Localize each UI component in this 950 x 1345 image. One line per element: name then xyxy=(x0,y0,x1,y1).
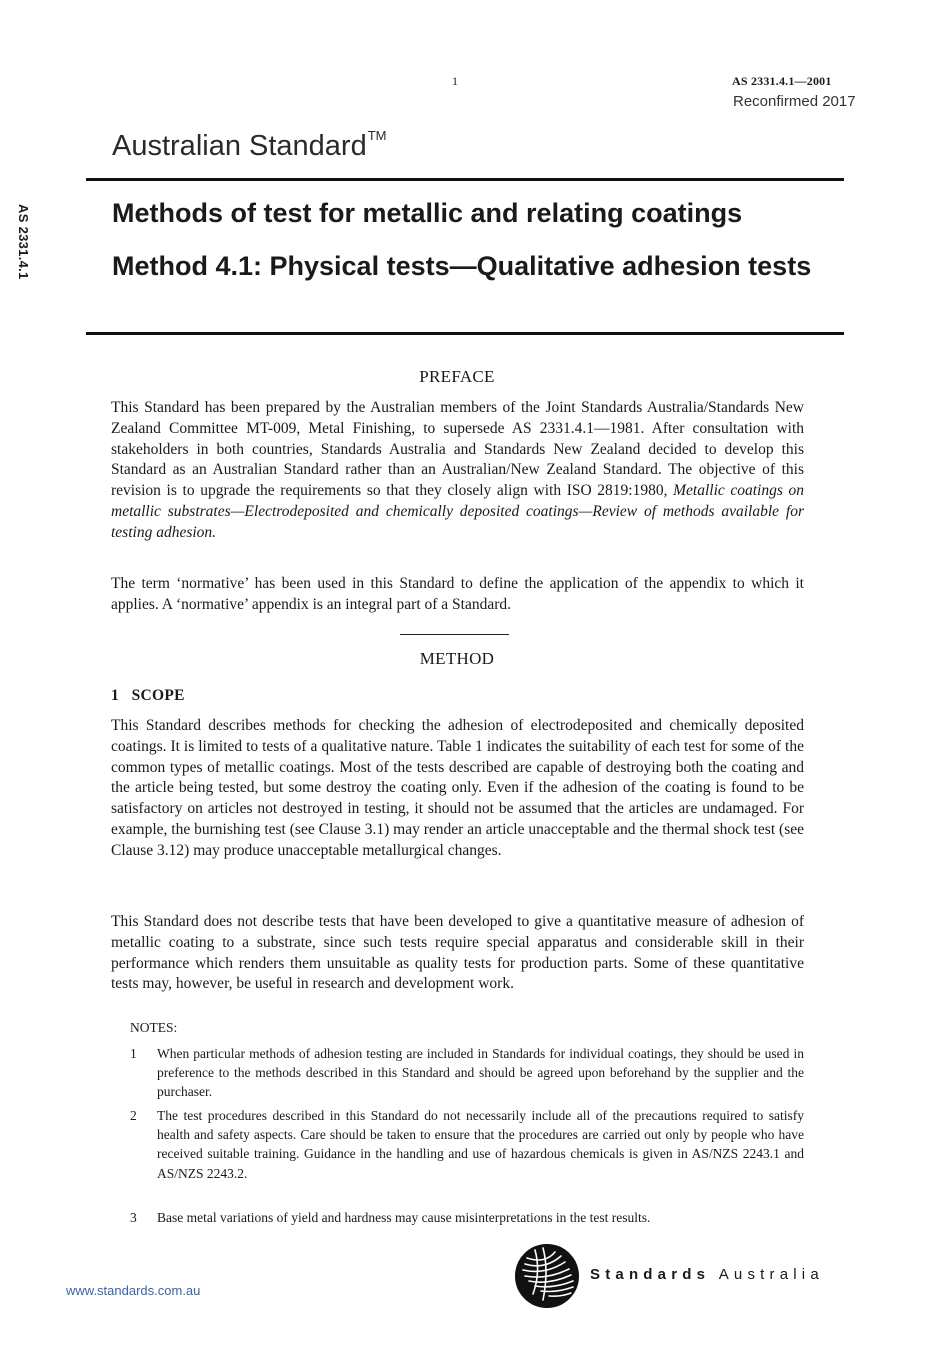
preface-paragraph-1 xyxy=(111,398,804,544)
scope-heading: 1 SCOPE xyxy=(111,687,185,704)
logo-wordmark-bold: Standards xyxy=(590,1266,711,1283)
standards-australia-logo-icon xyxy=(515,1244,579,1308)
preface-heading: PREFACE xyxy=(419,367,495,386)
note-item xyxy=(130,1106,804,1183)
note-item xyxy=(130,1044,804,1102)
brand-name: Australian Standard xyxy=(112,130,367,162)
side-standard-label: AS 2331.4.1 xyxy=(16,204,31,280)
scope-paragraph-2: This Standard does not describe tests that have been developed to give a quantitative measure of adhesion of metallic coating to a substrate, since such tests require special apparatus and considerable skill in their performance which renders them unsuitable as quality tests for production parts. Some of these quantitative tests may, however, be useful in research and development work. xyxy=(111,913,804,993)
title-bottom-rule xyxy=(86,332,844,335)
document-title: Methods of test for metallic and relating coatings xyxy=(112,198,743,228)
brand-title xyxy=(112,130,387,163)
note-number: 1 xyxy=(130,1046,137,1061)
logo-wordmark xyxy=(590,1266,824,1283)
note-number: 3 xyxy=(130,1210,137,1225)
method-title: Method 4.1: Physical tests—Qualitative adhesion tests xyxy=(112,251,812,281)
preface-paragraph-1-text: This Standard has been prepared by the Australian members of the Joint Standards Australia/Standards New Zealand Committee MT-009, Metal Finishing, to supersede AS 2331.4.1—1981. After consultation with stakeholders in both countries, Standards Australia and Standards New Zealand decided to develop this Standard as an Australian Standard rather than an Australian/New Zealand Standard. The objective of this revision is to upgrade the requirements so that they closely align with ISO 2819:1980, xyxy=(111,399,804,500)
footer-website-link[interactable]: www.standards.com.au xyxy=(66,1283,201,1298)
note-text: The test procedures described in this Standard do not necessarily include all of the precautions required to satisfy health and safety aspects. Care should be taken to ensure that the procedures are carried out only by people who have received suitable training. Guidance in the handling and use of hazardous chemicals is given in AS/NZS 2243.1 and AS/NZS 2243.2. xyxy=(157,1108,804,1181)
section-divider xyxy=(400,634,509,635)
standard-number: AS 2331.4.1—2001 xyxy=(732,74,832,88)
reconfirmed-label: Reconfirmed 2017 xyxy=(733,93,856,110)
logo-wordmark-regular: Australia xyxy=(718,1266,824,1283)
note-text: Base metal variations of yield and hardness may cause misinterpretations in the test results. xyxy=(157,1210,651,1225)
notes-label: NOTES: xyxy=(130,1020,178,1035)
referenced-title: Metallic coatings on metallic substrates—Electrodeposited and chemically deposited coatings—Review of methods available for testing adhesion. xyxy=(111,482,805,541)
page-number: 1 xyxy=(452,74,458,88)
note-number: 2 xyxy=(130,1108,137,1123)
title-top-rule xyxy=(86,178,844,181)
method-heading: METHOD xyxy=(419,649,495,668)
note-text: When particular methods of adhesion testing are included in Standards for individual coatings, they should be used in preference to the methods described in this Standard and should be agreed upon beforehand by the supplier and the purchaser. xyxy=(157,1046,804,1100)
trademark-mark: TM xyxy=(367,128,387,143)
preface-paragraph-2: The term ‘normative’ has been used in this Standard to define the application of the appendix to which it applies. A ‘normative’ appendix is an integral part of a Standard. xyxy=(111,575,804,613)
note-item xyxy=(130,1208,804,1227)
scope-paragraph-1: This Standard describes methods for checking the adhesion of electrodeposited and chemically deposited coatings. It is limited to tests of a qualitative nature. Table 1 indicates the suitability of each test for some of the common types of metallic coatings. Most of the tests described are capable of destroying both the coating and the article being tested, but some destroy the coating only. Even if the adhesion of the coating is found to be satisfactory on articles not destroyed in testing, it should not be assumed that the articles are undamaged. For example, the burnishing test (see Clause 3.1) may render an article unacceptable and the thermal shock test (see Clause 3.12) may produce unacceptable metallurgical changes. xyxy=(111,717,804,859)
